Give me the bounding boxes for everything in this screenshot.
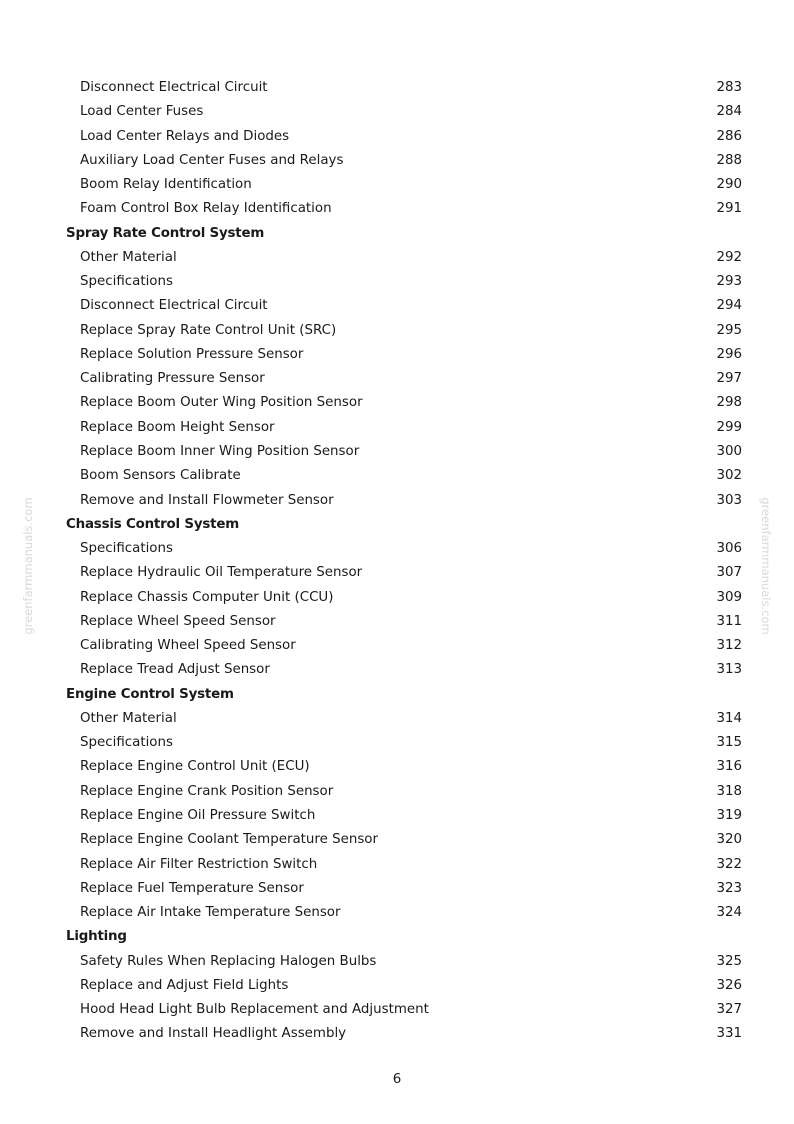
toc-section-heading: [66, 222, 742, 246]
toc-entry[interactable]: [66, 270, 742, 294]
entry-page-number: 325: [716, 953, 742, 969]
entry-page-number: 324: [716, 905, 742, 921]
toc-entry[interactable]: [66, 561, 742, 585]
entry-title: Replace Engine Control Unit (ECU): [80, 759, 310, 775]
section-title: Spray Rate Control System: [66, 225, 265, 241]
table-of-contents: [66, 76, 742, 1047]
entry-title: Replace Hydraulic Oil Temperature Sensor: [80, 565, 363, 581]
entry-title: Remove and Install Flowmeter Sensor: [80, 492, 334, 508]
entry-page-number: 331: [716, 1026, 742, 1042]
toc-section-heading: [66, 513, 742, 537]
toc-entry[interactable]: [66, 828, 742, 852]
entry-title: Foam Control Box Relay Identification: [80, 201, 332, 217]
entry-page-number: 320: [716, 832, 742, 848]
toc-entry[interactable]: [66, 173, 742, 197]
entry-title: Replace Chassis Computer Unit (CCU): [80, 589, 334, 605]
entry-page-number: 313: [716, 662, 742, 678]
entry-title: Replace Wheel Speed Sensor: [80, 613, 276, 629]
entry-title: Specifications: [80, 541, 173, 557]
toc-entry[interactable]: [66, 489, 742, 513]
toc-entry[interactable]: [66, 391, 742, 415]
entry-title: Boom Relay Identification: [80, 177, 252, 193]
entry-title: Replace Air Intake Temperature Sensor: [80, 905, 341, 921]
entry-title: Replace Boom Height Sensor: [80, 419, 275, 435]
entry-title: Boom Sensors Calibrate: [80, 468, 241, 484]
entry-page-number: 312: [716, 638, 742, 654]
toc-entry[interactable]: [66, 440, 742, 464]
entry-page-number: 322: [716, 856, 742, 872]
entry-title: Safety Rules When Replacing Halogen Bulbs: [80, 953, 377, 969]
entry-title: Replace Spray Rate Control Unit (SRC): [80, 322, 337, 338]
entry-title: Replace Engine Oil Pressure Switch: [80, 807, 316, 823]
entry-page-number: 318: [716, 783, 742, 799]
entry-title: Replace Air Filter Restriction Switch: [80, 856, 318, 872]
entry-title: Calibrating Wheel Speed Sensor: [80, 638, 296, 654]
toc-entry[interactable]: [66, 998, 742, 1022]
entry-page-number: 316: [716, 759, 742, 775]
entry-title: Load Center Fuses: [80, 104, 204, 120]
toc-entry[interactable]: [66, 610, 742, 634]
entry-page-number: 315: [716, 735, 742, 751]
toc-entry[interactable]: [66, 731, 742, 755]
entry-page-number: 288: [716, 152, 742, 168]
toc-entry[interactable]: [66, 319, 742, 343]
entry-page-number: 309: [716, 589, 742, 605]
section-title: Engine Control System: [66, 686, 234, 702]
entry-page-number: 293: [716, 274, 742, 290]
section-title: Lighting: [66, 929, 127, 945]
entry-page-number: 290: [716, 177, 742, 193]
entry-title: Replace and Adjust Field Lights: [80, 977, 289, 993]
entry-page-number: 294: [716, 298, 742, 314]
toc-section-heading: [66, 683, 742, 707]
entry-page-number: 296: [716, 346, 742, 362]
entry-title: Replace Fuel Temperature Sensor: [80, 880, 304, 896]
toc-entry[interactable]: [66, 246, 742, 270]
entry-page-number: 306: [716, 541, 742, 557]
toc-entry[interactable]: [66, 901, 742, 925]
entry-page-number: 319: [716, 807, 742, 823]
entry-title: Specifications: [80, 735, 173, 751]
toc-entry[interactable]: [66, 804, 742, 828]
entry-title: Auxiliary Load Center Fuses and Relays: [80, 152, 344, 168]
entry-title: Remove and Install Headlight Assembly: [80, 1026, 347, 1042]
entry-page-number: 298: [716, 395, 742, 411]
entry-page-number: 326: [716, 977, 742, 993]
entry-page-number: 311: [716, 613, 742, 629]
toc-entry[interactable]: [66, 537, 742, 561]
entry-page-number: 303: [716, 492, 742, 508]
entry-page-number: 286: [716, 128, 742, 144]
entry-title: Disconnect Electrical Circuit: [80, 298, 268, 314]
toc-entry[interactable]: [66, 586, 742, 610]
entry-title: Calibrating Pressure Sensor: [80, 371, 265, 387]
entry-page-number: 284: [716, 104, 742, 120]
toc-entry[interactable]: [66, 294, 742, 318]
entry-page-number: 302: [716, 468, 742, 484]
watermark-right: greenfarmmanuals.com: [759, 497, 773, 635]
entry-page-number: 323: [716, 880, 742, 896]
toc-entry[interactable]: [66, 343, 742, 367]
entry-page-number: 291: [716, 201, 742, 217]
entry-page-number: 300: [716, 443, 742, 459]
toc-entry[interactable]: [66, 464, 742, 488]
entry-title: Replace Tread Adjust Sensor: [80, 662, 270, 678]
entry-page-number: 314: [716, 710, 742, 726]
toc-entry[interactable]: [66, 125, 742, 149]
toc-entry[interactable]: [66, 149, 742, 173]
toc-entry[interactable]: [66, 974, 742, 998]
entry-page-number: 292: [716, 249, 742, 265]
toc-entry[interactable]: [66, 780, 742, 804]
toc-entry[interactable]: [66, 877, 742, 901]
watermark-left: greenfarmmanuals.com: [21, 497, 35, 635]
entry-title: Load Center Relays and Diodes: [80, 128, 290, 144]
toc-entry[interactable]: [66, 707, 742, 731]
toc-entry[interactable]: [66, 755, 742, 779]
toc-entry[interactable]: [66, 197, 742, 221]
entry-page-number: 307: [716, 565, 742, 581]
entry-page-number: 283: [716, 80, 742, 95]
toc-entry[interactable]: [66, 853, 742, 877]
entry-page-number: 327: [716, 1002, 742, 1018]
entry-title: Replace Engine Coolant Temperature Sensor: [80, 832, 379, 848]
toc-entry[interactable]: [66, 367, 742, 391]
toc-entry[interactable]: [66, 76, 742, 100]
toc-entry[interactable]: [66, 634, 742, 658]
entry-title: Disconnect Electrical Circuit: [80, 80, 268, 95]
toc-entry[interactable]: [66, 1022, 742, 1046]
page-number: 6: [392, 1072, 402, 1087]
entry-page-number: 297: [716, 371, 742, 387]
entry-title: Other Material: [80, 249, 177, 265]
entry-page-number: 295: [716, 322, 742, 338]
entry-title: Hood Head Light Bulb Replacement and Adjustment: [80, 1002, 429, 1018]
toc-entry[interactable]: [66, 658, 742, 682]
toc-section-heading: [66, 925, 742, 949]
entry-title: Replace Boom Outer Wing Position Sensor: [80, 395, 363, 411]
entry-title: Specifications: [80, 274, 173, 290]
toc-entry[interactable]: [66, 100, 742, 124]
section-title: Chassis Control System: [66, 516, 239, 532]
entry-title: Replace Engine Crank Position Sensor: [80, 783, 334, 799]
toc-entry[interactable]: [66, 950, 742, 974]
entry-title: Other Material: [80, 710, 177, 726]
entry-title: Replace Boom Inner Wing Position Sensor: [80, 443, 360, 459]
entry-title: Replace Solution Pressure Sensor: [80, 346, 304, 362]
entry-page-number: 299: [716, 419, 742, 435]
toc-entry[interactable]: [66, 416, 742, 440]
